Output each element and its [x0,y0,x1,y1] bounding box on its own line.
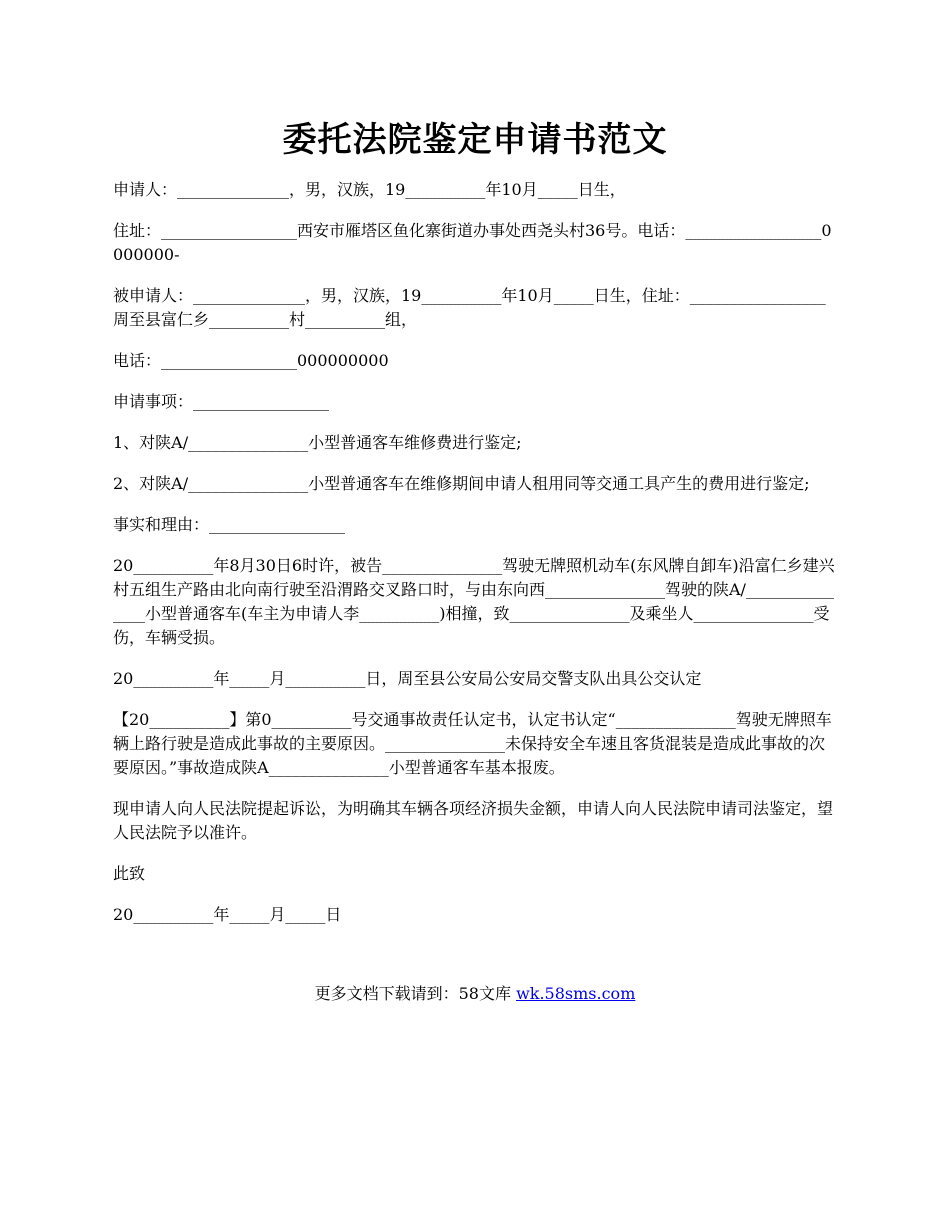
request-items-heading: 申请事项：_________________ [113,392,330,411]
facts-paragraph-3: 【20__________】第0__________号交通事故责任认定书，认定书认定“_______________驾驶无牌照车辆上路行驶是造成此事故的主要原因。_______________未保持安全车速且客货混装是造成此事故的次要原因。”事故造成陕A_______________小型普通客车基本报废。 [113,710,832,777]
respondent-phone: 电话：_________________000000000 [113,351,389,370]
closing-salutation: 此致 [113,864,146,883]
facts-paragraph-2: 20__________年_____月__________日，周至县公安局公安局交警支队出具公交认定 [113,669,702,688]
document-title: 委托法院鉴定申请书范文 [282,120,668,160]
download-footer [0,982,950,1006]
document-body [113,178,839,944]
footer-link[interactable]: wk.58sms.com [516,984,636,1003]
request-item-1: 1、对陕A/_______________小型普通客车维修费进行鉴定; [113,433,522,452]
request-item-2: 2、对陕A/_______________小型普通客车在维修期间申请人租用同等交通工具产生的费用进行鉴定; [113,474,810,493]
signature-date: 20__________年_____月_____日 [113,905,342,924]
request-statement: 现申请人向人民法院提起诉讼，为明确其车辆各项经济损失金额，申请人向人民法院申请司法鉴定，望人民法院予以准许。 [113,799,834,842]
footer-prefix: 更多文档下载请到：58文库 [314,984,517,1003]
applicant-line: 申请人：______________，男，汉族，19__________年10月_____日生， [113,180,626,199]
facts-heading: 事实和理由：_________________ [113,515,346,534]
facts-paragraph-1: 20__________年8月30日6时许，被告_______________驾驶无牌照机动车(东风牌自卸车)沿富仁乡建兴村五组生产路由北向南行驶至沿渭路交叉路口时，与由东向西_______________驾驶的陕A/_______________小型普通客车(车主为申请人李__________)相撞，致_______________及乘坐人_______________受伤，车辆受损。 [113,556,835,647]
applicant-address: 住址：_________________西安市雁塔区鱼化寨街道办事处西尧头村36号。电话：_________________0000000- [113,221,832,264]
respondent-line: 被申请人：______________，男，汉族，19__________年10月_____日生，住址：_________________周至县富仁乡__________村__________组， [113,286,826,329]
